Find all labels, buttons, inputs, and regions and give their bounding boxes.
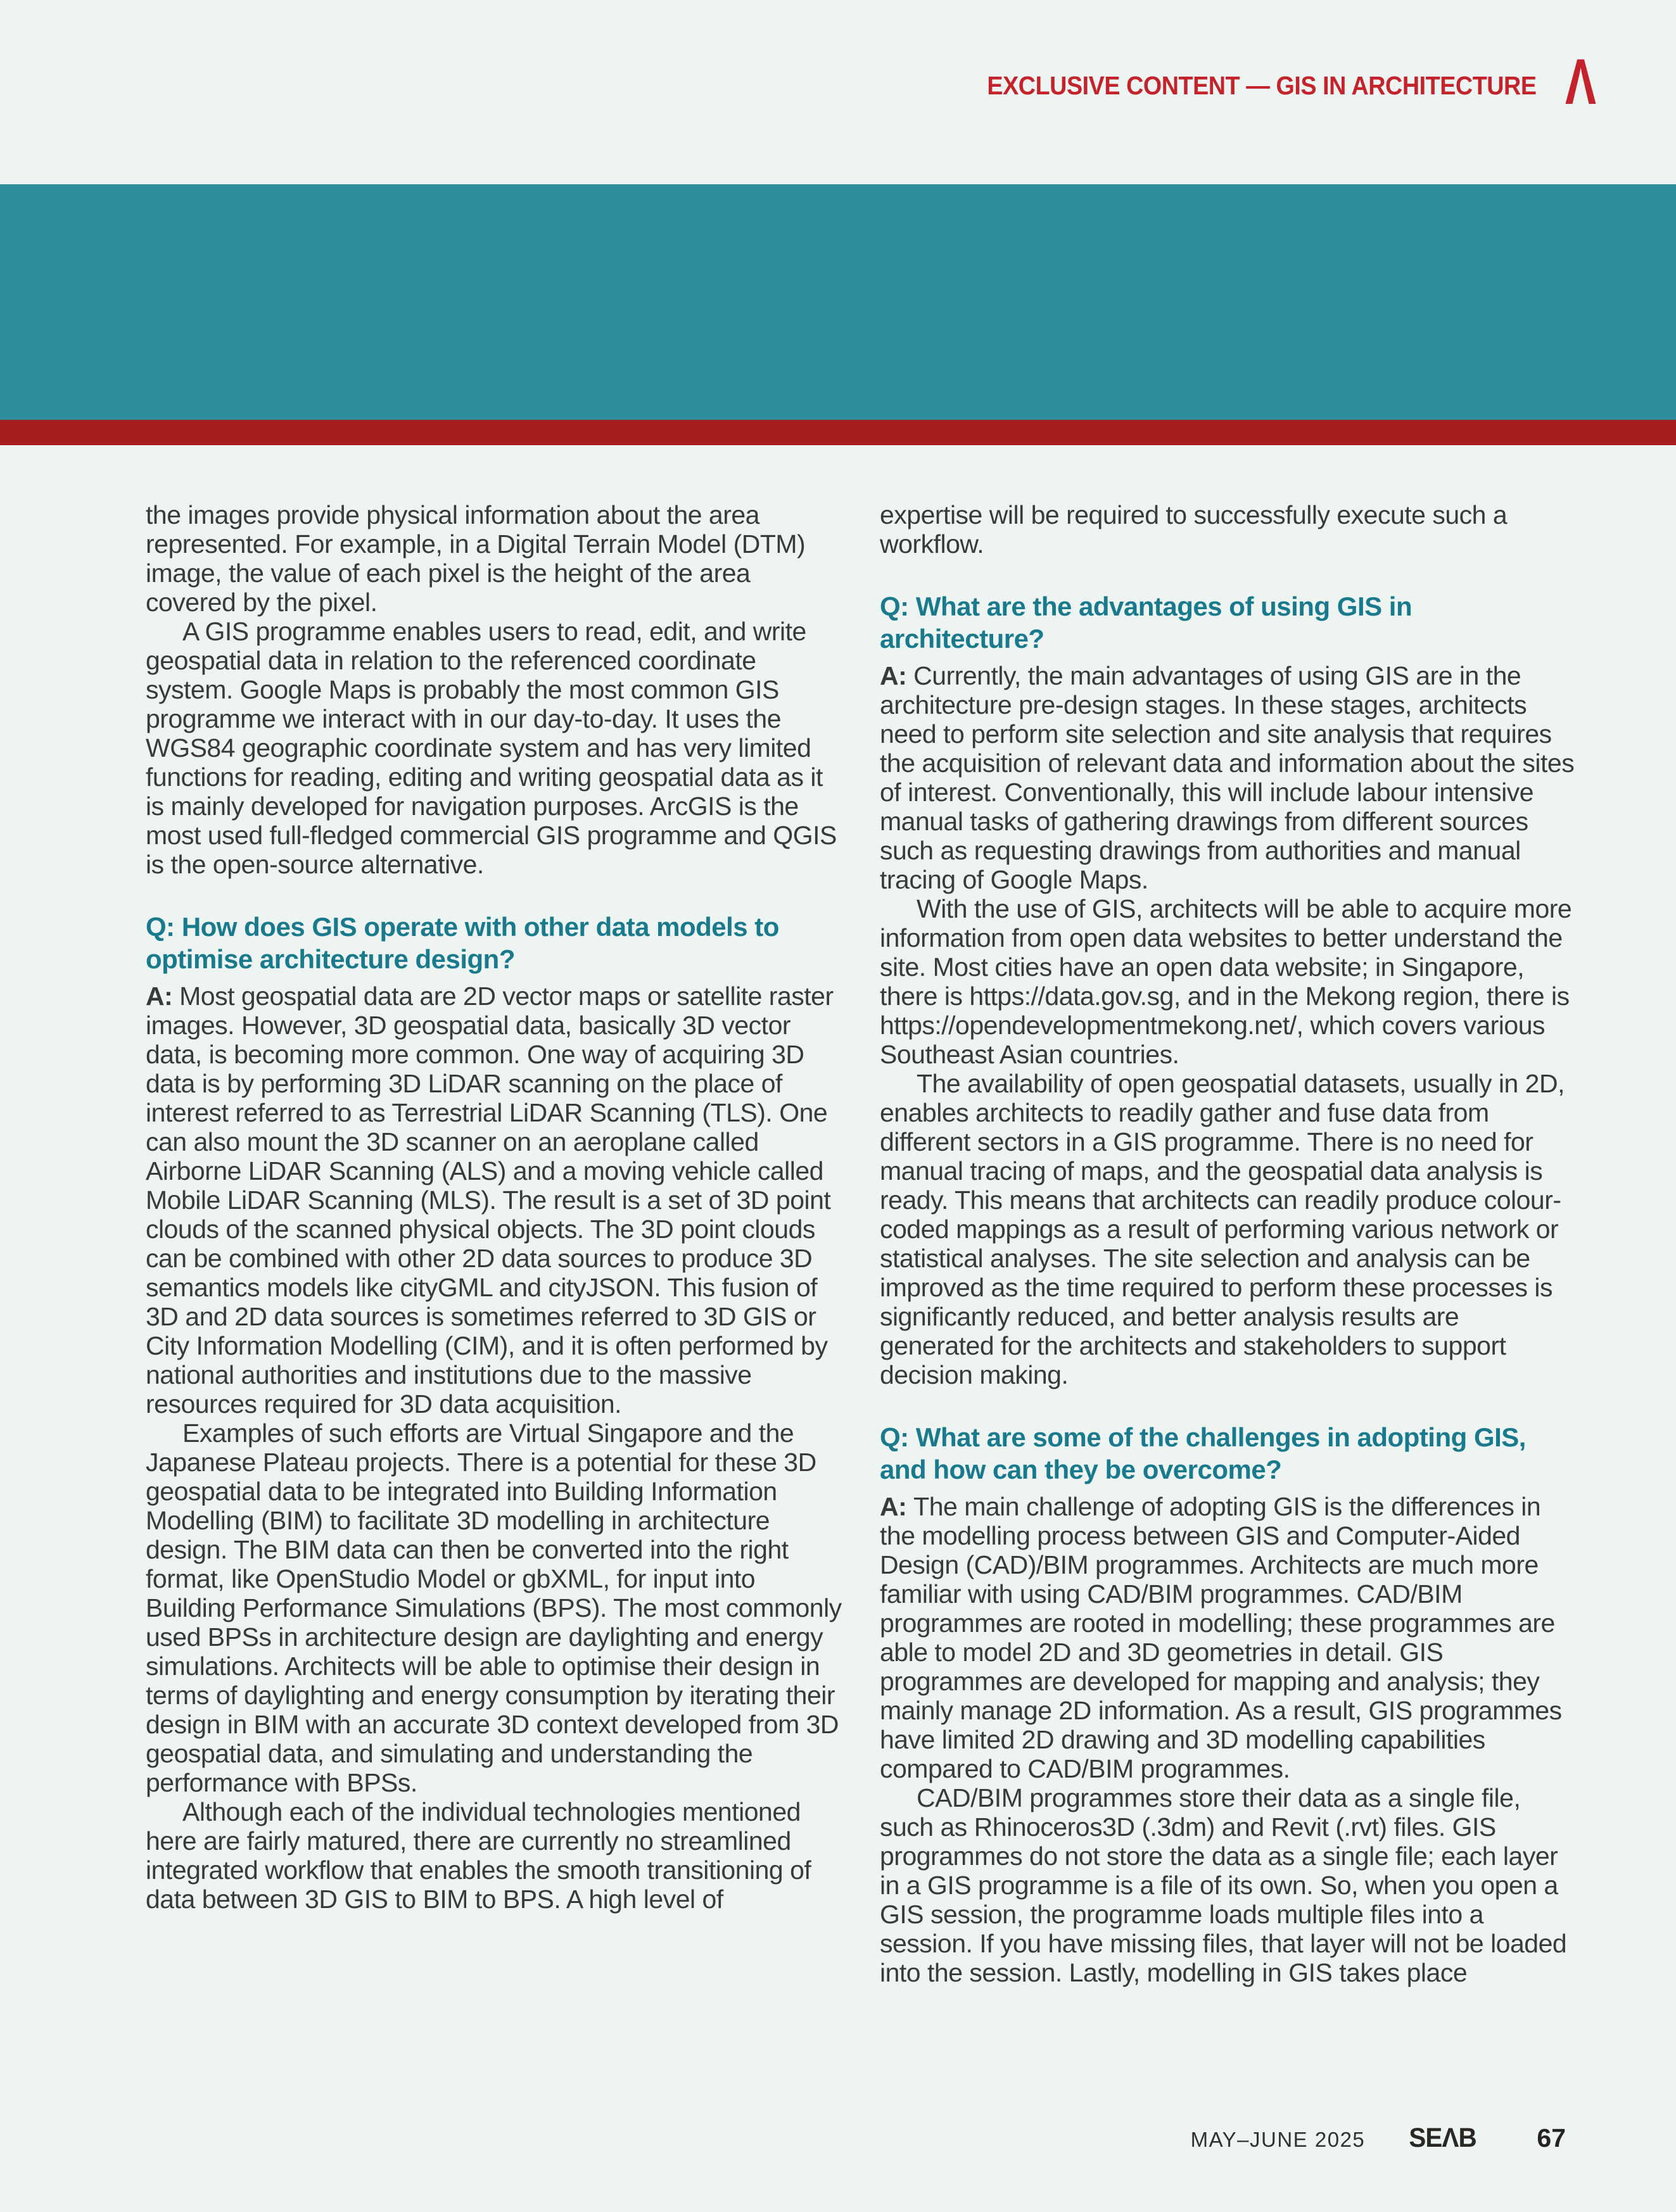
paragraph: CAD/BIM programmes store their data as a single file, such as Rhinoceros3D (.3dm) and Revit (.rvt) files. GIS programmes do not store the data as a single file; each layer in a GIS programme is a file of its own. So, when you open a GIS session, the programme loads multiple files into a session. If you have missing files, that layer will not be loaded into the session. Lastly, modelling in GIS takes place [880, 1783, 1567, 1987]
answer-paragraph: A: Most geospatial data are 2D vector maps or satellite raster images. However, 3D geospatial data, basically 3D vector data, is becoming more common. One way of acquiring 3D data is by performing 3D LiDAR scanning on the place of interest referred to as Terrestrial LiDAR Scanning (TLS). One can also mount the 3D scanner on an aeroplane called Airborne LiDAR Scanning (ALS) and a moving vehicle called Mobile LiDAR Scanning (MLS). The result is a set of 3D point clouds of the scanned physical objects. The 3D point clouds can be combined with other 2D data sources to produce 3D semantics models like cityGML and cityJSON. This fusion of 3D and 2D data sources is sometimes referred to 3D GIS or City Information Modelling (CIM), and it is often performed by national authorities and institutions due to the massive resources required for 3D data acquisition. [146, 982, 834, 1419]
answer-prefix: A: [880, 1492, 914, 1521]
page-header [0, 0, 1676, 184]
page-footer [0, 2123, 1676, 2154]
answer-prefix: A: [880, 661, 914, 690]
paragraph: With the use of GIS, architects will be able to acquire more information from open data websites to better understand the site. Most cities have an open data website; in Singapore, there is https://data.gov.sg, and in the Mekong region, there is https://opendevelopmentmekong.net/, which covers various Southeast Asian countries. [880, 894, 1572, 1069]
caret-logo-icon: Λ [1565, 45, 1596, 118]
paragraph: the images provide physical information about the area represented. For example, in a Digital Terrain Model (DTM) image, the value of each pixel is the height of the area covered by the pixel. [146, 500, 806, 617]
footer-magazine-logo: SEΛB [1409, 2123, 1476, 2153]
left-column [146, 500, 843, 1987]
paragraph: Although each of the individual technologies mentioned here are fairly matured, there are currently no streamlined integrated workflow that enables the smooth transitioning of data between 3D GIS to BIM to BPS. A high level of [146, 1797, 811, 1914]
red-stripe-divider [0, 420, 1676, 445]
footer-page-number: 67 [1537, 2123, 1566, 2152]
paragraph: The availability of open geospatial datasets, usually in 2D, enables architects to readily gather and fuse data from different sectors in a GIS programme. There is no need for manual tracing of maps, and the geospatial data analysis is ready. This means that architects can readily produce colour-coded mappings as a result of performing various network or statistical analyses. The site selection and analysis can be improved as the time required to perform these processes is significantly reduced, and better analysis results are generated for the architects and stakeholders to support decision making. [880, 1069, 1565, 1389]
footer-issue-date: MAY–JUNE 2025 [1190, 2128, 1366, 2151]
paragraph: Examples of such efforts are Virtual Singapore and the Japanese Plateau projects. There is a potential for these 3D geospatial data to be integrated into Building Information Modelling (BIM) to facilitate 3D modelling in architecture design. The BIM data can then be converted into the right format, like OpenStudio Model or gbXML, for input into Building Performance Simulations (BPS). The most commonly used BPSs in architecture design are daylighting and energy simulations. Architects will be able to optimise their design in terms of daylighting and energy consumption by iterating their design in BIM with an accurate 3D context developed from 3D geospatial data, and simulating and understanding the performance with BPSs. [146, 1419, 842, 1797]
qa-heading: Q: What are some of the challenges in adopting GIS, and how can they be overcome? [880, 1422, 1526, 1484]
kicker-text: EXCLUSIVE CONTENT — GIS IN ARCHITECTURE [987, 71, 1537, 100]
teal-banner [0, 184, 1676, 420]
answer-paragraph: A: Currently, the main advantages of using GIS are in the architecture pre-design stages. In these stages, architects need to perform site selection and site analysis that requires the acquisition of relevant data and information about the sites of interest. Conventionally, this will include labour intensive manual tasks of gathering drawings from different sources such as requesting drawings from authorities and manual tracing of Google Maps. [880, 661, 1575, 894]
article-body [0, 500, 1676, 1987]
answer-paragraph: A: The main challenge of adopting GIS is the differences in the modelling process between GIS and Computer-Aided Design (CAD)/BIM programmes. Architects are much more familiar with using CAD/BIM programmes. CAD/BIM programmes are rooted in modelling; these programmes are able to model 2D and 3D geometries in detail. GIS programmes are developed for mapping and analysis; they mainly manage 2D information. As a result, GIS programmes have limited 2D drawing and 3D modelling capabilities compared to CAD/BIM programmes. [880, 1492, 1562, 1783]
qa-heading: Q: What are the advantages of using GIS in architecture? [880, 591, 1413, 654]
paragraph: A GIS programme enables users to read, edit, and write geospatial data in relation to the referenced coordinate system. Google Maps is probably the most common GIS programme we interact with in our day-to-day. It uses the WGS84 geographic coordinate system and has very limited functions for reading, editing and writing geospatial data as it is mainly developed for navigation purposes. ArcGIS is the most used full-fledged commercial GIS programme and QGIS is the open-source alternative. [146, 617, 837, 879]
paragraph: expertise will be required to successfully execute such a workflow. [880, 500, 1508, 559]
qa-heading: Q: How does GIS operate with other data models to optimise architecture design? [146, 912, 779, 974]
right-column [880, 500, 1577, 1987]
answer-prefix: A: [146, 982, 180, 1011]
